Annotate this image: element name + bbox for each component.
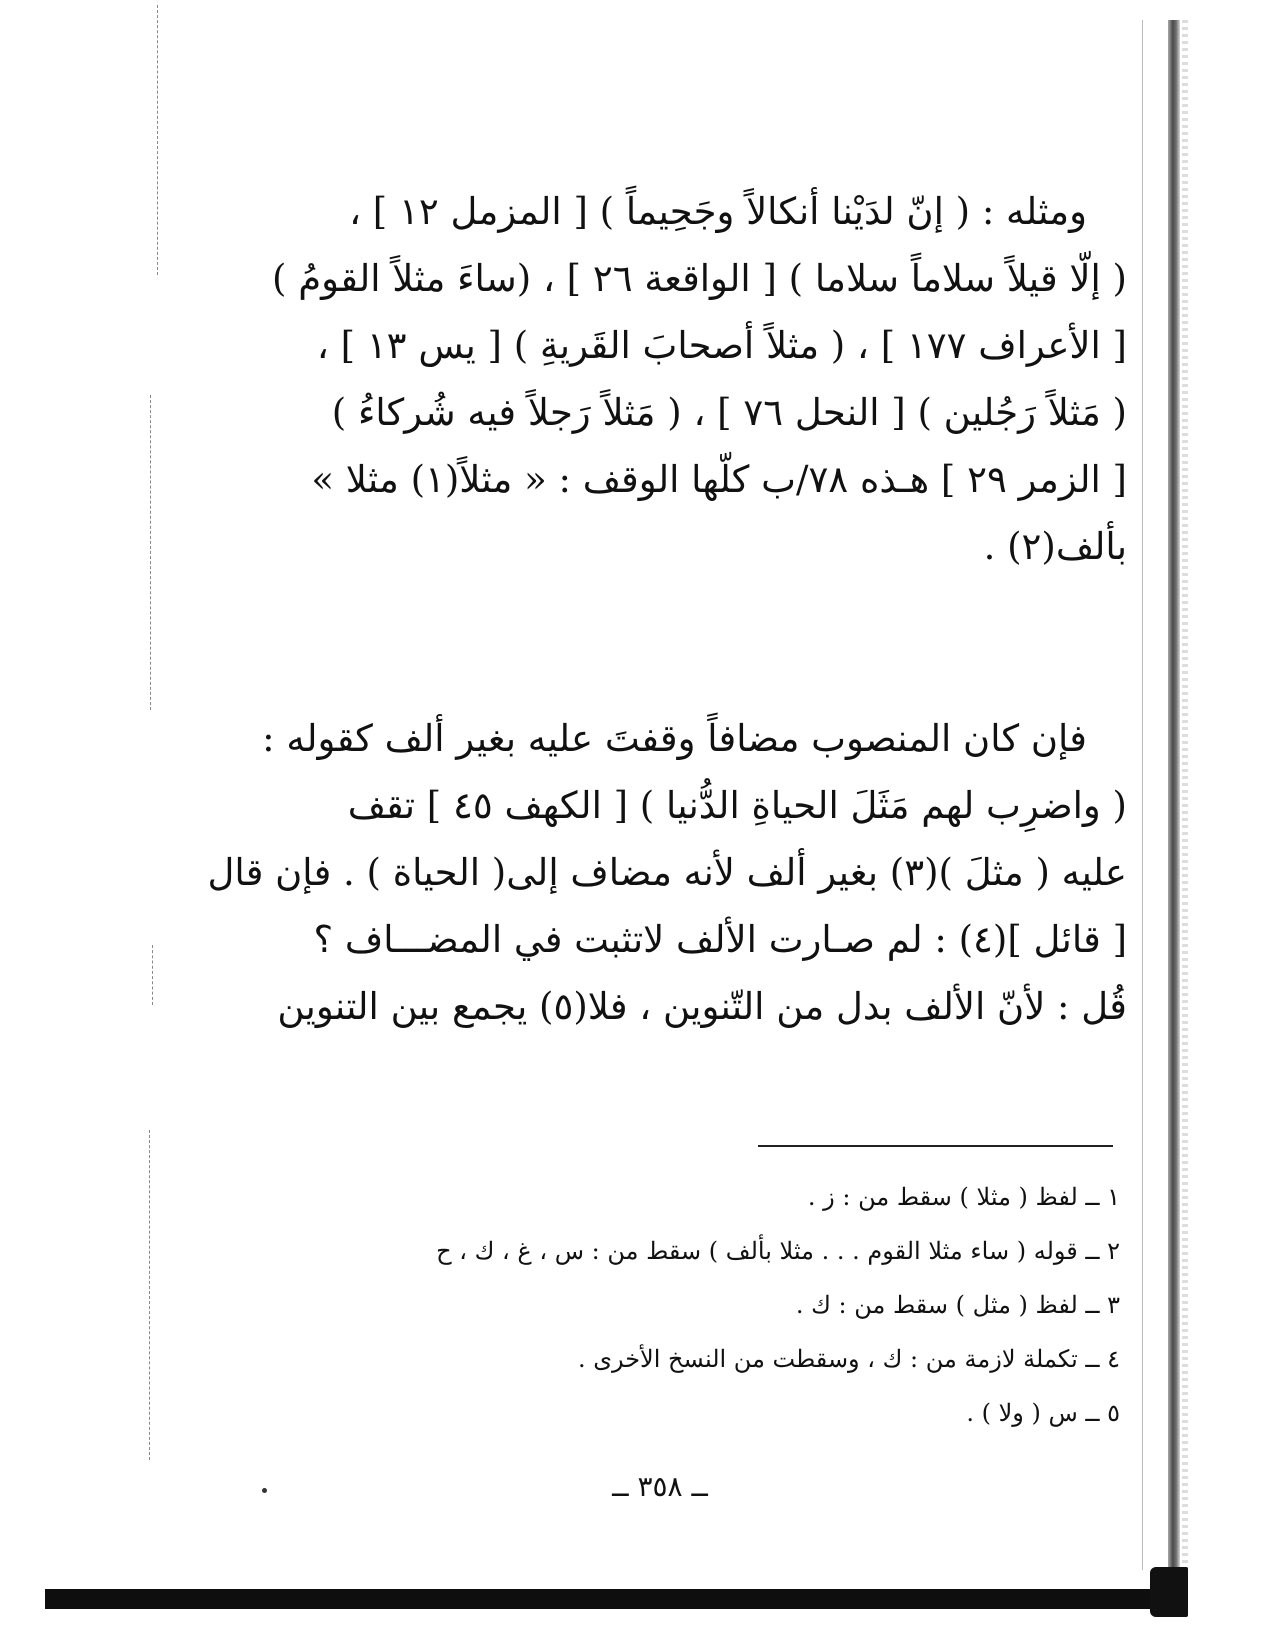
scan-binding-texture (1182, 20, 1188, 1580)
footnote-5: ٥ ــ س ( ولا ) . (966, 1399, 1120, 1427)
footnote-3: ٣ ــ لفظ ( مثل ) سقط من : ك . (795, 1291, 1120, 1319)
text-line: [ الأعراف ١٧٧ ] ، ( مثلاً أصحابَ القَريةِ ) [ يس ١٣ ] ، (316, 324, 1127, 367)
scan-bottom-shadow (45, 1589, 1180, 1609)
paragraph-2 (207, 705, 1127, 1040)
text-line: فإن كان المنصوب مضافاً وقفتَ عليه بغير ألف كقوله : (262, 717, 1087, 760)
scan-corner-shadow (1150, 1567, 1188, 1617)
text-line: ( مَثلاً رَجُلين ) [ النحل ٧٦ ] ، ( مَثلاً رَجلاً فيه شُركاءُ ) (331, 391, 1127, 434)
footnote-4: ٤ ــ تكملة لازمة من : ك ، وسقطت من النسخ الأخرى . (577, 1345, 1120, 1373)
scan-margin-line (1142, 20, 1163, 1570)
scan-dashed-line (157, 5, 158, 275)
page-number: ــ ٣٥٨ ــ (612, 1470, 708, 1503)
scan-speck (262, 1488, 267, 1493)
text-line: ( واضرِب لهم مَثَلَ الحياةِ الدُّنيا ) [ الكهف ٤٥ ] تقف (347, 784, 1127, 827)
footnote-1: ١ ــ لفظ ( مثلا ) سقط من : ز . (807, 1183, 1120, 1211)
scan-dashed-line (149, 1130, 150, 1460)
footnote-separator (758, 1145, 1113, 1147)
text-line: بألف(٢) . (983, 525, 1127, 568)
text-line: ومثله : ( إنّ لدَيْنا أنكالاً وجَحِيماً ) [ المزمل ١٢ ] ، (349, 190, 1087, 233)
footnote-2: ٢ ــ قوله ( ساء مثلا القوم . . . مثلا بألف ) سقط من : س ، غ ، ك ، ح (436, 1237, 1120, 1265)
text-line: ( إلّا قيلاً سلاماً سلاما ) [ الواقعة ٢٦ ] ، (ساءَ مثلاً القومُ ) (272, 257, 1127, 300)
scan-binding-shadow (1168, 20, 1180, 1580)
scan-dashed-line (150, 395, 151, 710)
scan-dashed-line (152, 945, 153, 1005)
text-line: [ الزمر ٢٩ ] هـذه ٧٨/ب كلّها الوقف : « مثلاً(١) مثلا » (311, 458, 1127, 501)
paragraph-1 (272, 178, 1127, 580)
text-line: [ قائل ](٤) : لم صـارت الألف لاتثبت في المضـــاف ؟ (313, 918, 1127, 961)
footnotes (320, 1170, 1120, 1440)
text-line: قُل : لأنّ الألف بدل من التّنوين ، فلا(٥) يجمع بين التنوين (277, 985, 1127, 1028)
text-line: عليه ( مثلَ )(٣) بغير ألف لأنه مضاف إلى( الحياة ) . فإن قال (207, 851, 1127, 894)
